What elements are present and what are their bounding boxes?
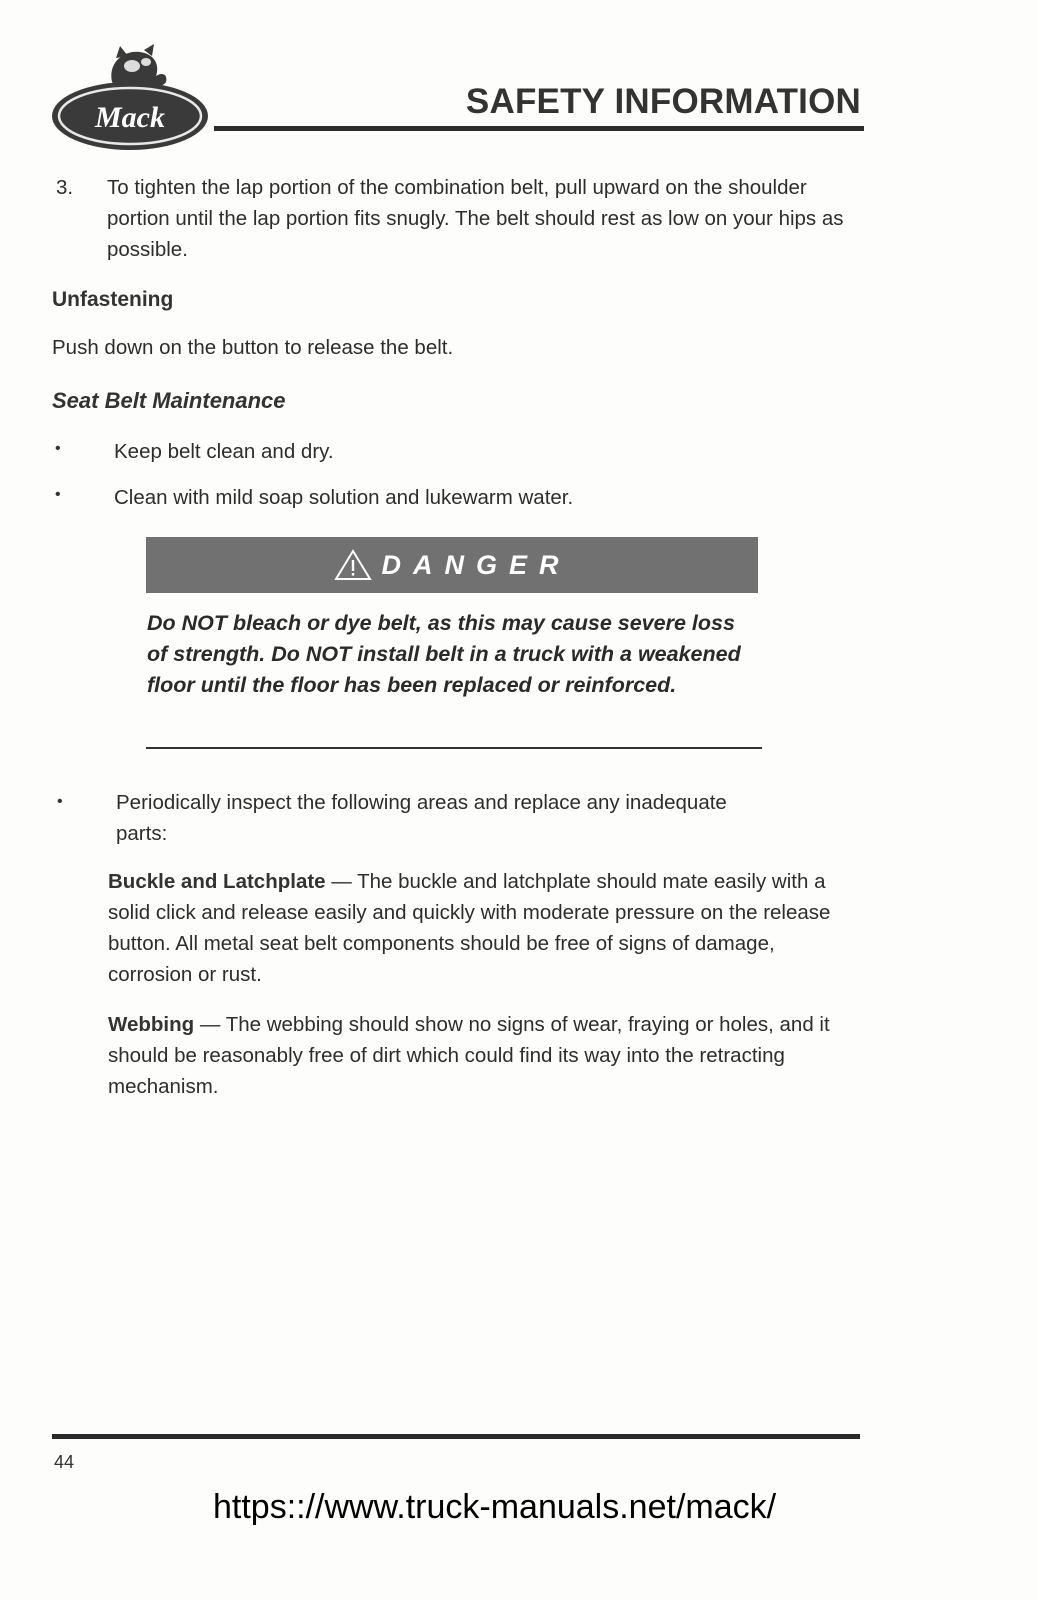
webbing-paragraph	[108, 1009, 853, 1102]
buckle-paragraph	[108, 866, 853, 990]
maintenance-heading: Seat Belt Maintenance	[52, 388, 286, 413]
unfastening-heading: Unfastening	[52, 288, 174, 311]
danger-banner	[146, 537, 758, 593]
bullet-icon: •	[57, 793, 63, 810]
webbing-title: Webbing	[108, 1013, 195, 1036]
source-url: https:://www.truck-manuals.net/mack/	[213, 1488, 777, 1526]
bullet-item: Clean with mild soap solution and lukewarm water.	[114, 486, 574, 509]
danger-text: Do NOT bleach or dye belt, as this may cause severe loss of strength. Do NOT install belt in a truck with a weakened floor until the floor has been replaced or reinforced.	[147, 611, 741, 697]
page-number: 44	[54, 1452, 75, 1472]
buckle-title: Buckle and Latchplate	[108, 870, 326, 893]
header-divider	[214, 126, 864, 131]
step-text: To tighten the lap portion of the combination belt, pull upward on the shoulder portion until the lap portion fits snugly. The belt should rest as low on your hips as possible.	[107, 176, 844, 261]
mack-logo	[50, 42, 220, 154]
webbing-text: The webbing should show no signs of wear, fraying or holes, and it should be reasonably free of dirt which could find its way into the retracting mechanism.	[108, 1013, 830, 1098]
page-title: SAFETY INFORMATION	[465, 82, 861, 121]
bullet-icon: •	[55, 486, 61, 503]
footer-divider	[52, 1434, 860, 1439]
step-number: 3.	[56, 176, 74, 199]
bullet-icon: •	[55, 440, 61, 457]
warning-triangle-icon	[333, 548, 373, 582]
danger-label: DANGER	[381, 549, 571, 580]
webbing-dash: —	[194, 1013, 226, 1036]
buckle-text: The buckle and latchplate should mate easily with a solid click and release easily and quickly with moderate pressure on the release button. All metal seat belt components should be free of signs of damage, corrosion or rust.	[108, 870, 831, 986]
unfastening-text: Push down on the button to release the belt.	[52, 336, 454, 359]
bullet-item: Keep belt clean and dry.	[114, 440, 334, 463]
danger-divider	[146, 747, 762, 749]
inspection-bullet: Periodically inspect the following areas and replace any inadequate parts:	[116, 791, 727, 845]
logo-wordmark: Mack	[95, 101, 165, 134]
buckle-dash: —	[325, 870, 358, 893]
